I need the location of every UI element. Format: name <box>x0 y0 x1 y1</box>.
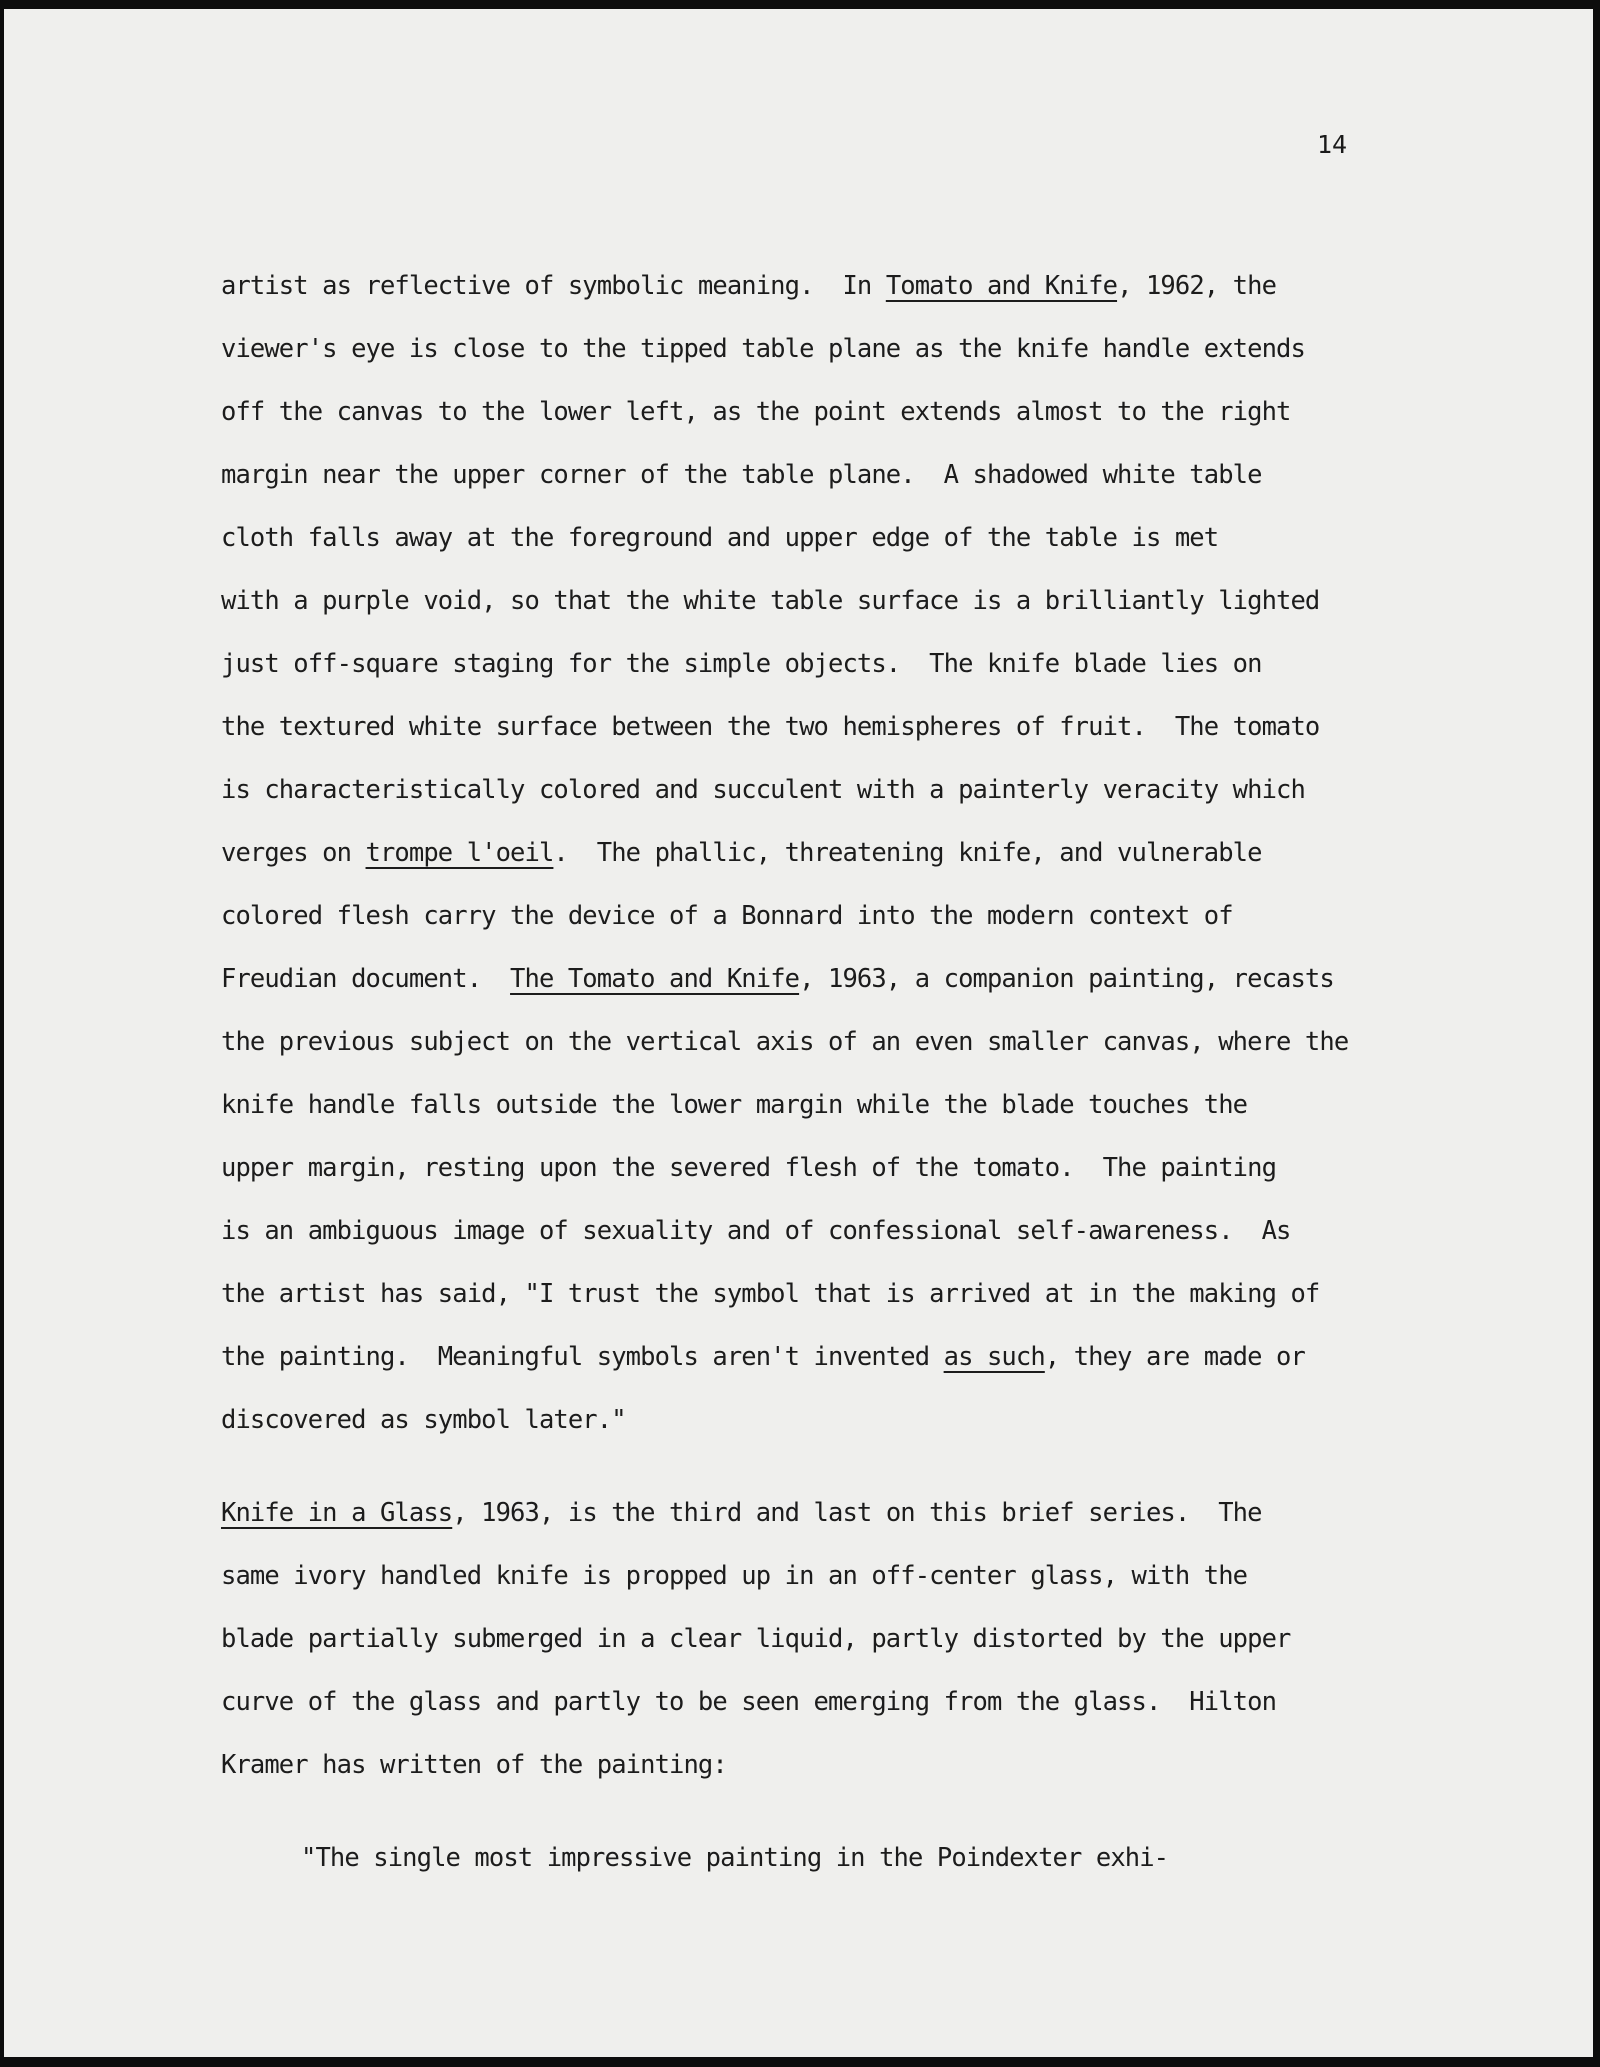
text-segment: cloth falls away at the foreground and upper edge of the table is met <box>221 523 1219 553</box>
text-segment: Freudian document. <box>221 964 511 994</box>
text-line <box>221 759 1581 822</box>
text-segment: , 1962, the <box>1117 271 1277 301</box>
text-line <box>221 948 1581 1011</box>
underlined-title: Tomato and Knife <box>885 271 1118 301</box>
text-segment: the textured white surface between the two hemispheres of fruit. The tomato <box>221 712 1320 742</box>
text-line <box>221 885 1581 948</box>
text-line <box>221 381 1581 444</box>
text-segment: is an ambiguous image of sexuality and of confessional self-awareness. As <box>221 1216 1291 1246</box>
block-quote <box>221 1827 1581 1890</box>
text-line <box>221 1482 1581 1545</box>
text-line <box>221 1608 1581 1671</box>
text-segment: just off-square staging for the simple objects. The knife blade lies on <box>221 649 1262 679</box>
text-line <box>221 1389 1581 1452</box>
body-text <box>221 255 1581 1890</box>
text-segment: the painting. Meaningful symbols aren't invented <box>221 1342 944 1372</box>
text-segment: "The single most impressive painting in the Poindexter exhi- <box>301 1843 1169 1873</box>
text-line <box>221 1200 1581 1263</box>
text-line <box>221 1074 1581 1137</box>
text-segment: upper margin, resting upon the severed flesh of the tomato. The painting <box>221 1153 1277 1183</box>
text-line <box>221 570 1581 633</box>
text-line <box>301 1827 1581 1890</box>
text-segment: Kramer has written of the painting: <box>221 1750 727 1780</box>
text-segment: off the canvas to the lower left, as the point extends almost to the right <box>221 397 1291 427</box>
underlined-title: trompe l'oeil <box>365 838 554 868</box>
text-line <box>221 1545 1581 1608</box>
paragraph <box>221 255 1581 1452</box>
text-segment: , they are made or <box>1044 1342 1305 1372</box>
text-segment: with a purple void, so that the white table surface is a brilliantly lighted <box>221 586 1320 616</box>
text-line <box>221 1671 1581 1734</box>
text-segment: artist as reflective of symbolic meaning. In <box>221 271 886 301</box>
text-segment: . The phallic, threatening knife, and vulnerable <box>553 838 1262 868</box>
text-line <box>221 1263 1581 1326</box>
document-page <box>4 9 1593 2057</box>
text-segment: curve of the glass and partly to be seen emerging from the glass. Hilton <box>221 1687 1277 1717</box>
paragraph <box>221 1482 1581 1797</box>
text-line <box>221 444 1581 507</box>
paragraph-gap <box>221 1452 1581 1482</box>
text-segment: colored flesh carry the device of a Bonnard into the modern context of <box>221 901 1233 931</box>
text-segment: , 1963, is the third and last on this brief series. The <box>452 1498 1262 1528</box>
text-segment: same ivory handled knife is propped up in an off-center glass, with the <box>221 1561 1248 1591</box>
text-segment: blade partially submerged in a clear liquid, partly distorted by the upper <box>221 1624 1291 1654</box>
page-number: 14 <box>1317 130 1348 159</box>
text-segment: , 1963, a companion painting, recasts <box>799 964 1334 994</box>
text-segment: is characteristically colored and succulent with a painterly veracity which <box>221 775 1305 805</box>
underlined-title: The Tomato and Knife <box>510 964 800 994</box>
text-line <box>221 633 1581 696</box>
text-segment: the previous subject on the vertical axis of an even smaller canvas, where the <box>221 1027 1349 1057</box>
text-segment: verges on <box>221 838 366 868</box>
text-line <box>221 1011 1581 1074</box>
text-segment: discovered as symbol later." <box>221 1405 626 1435</box>
text-line <box>221 1137 1581 1200</box>
text-segment: the artist has said, "I trust the symbol that is arrived at in the making of <box>221 1279 1320 1309</box>
text-segment: knife handle falls outside the lower margin while the blade touches the <box>221 1090 1248 1120</box>
text-line <box>221 255 1581 318</box>
text-line <box>221 507 1581 570</box>
text-line <box>221 1326 1581 1389</box>
underlined-title: as such <box>943 1342 1045 1372</box>
text-segment: margin near the upper corner of the table plane. A shadowed white table <box>221 460 1262 490</box>
text-line <box>221 822 1581 885</box>
text-line <box>221 1734 1581 1797</box>
underlined-title: Knife in a Glass <box>221 1498 453 1528</box>
text-line <box>221 318 1581 381</box>
text-segment: viewer's eye is close to the tipped table plane as the knife handle extends <box>221 334 1305 364</box>
text-line <box>221 696 1581 759</box>
paragraph-gap <box>221 1797 1581 1827</box>
